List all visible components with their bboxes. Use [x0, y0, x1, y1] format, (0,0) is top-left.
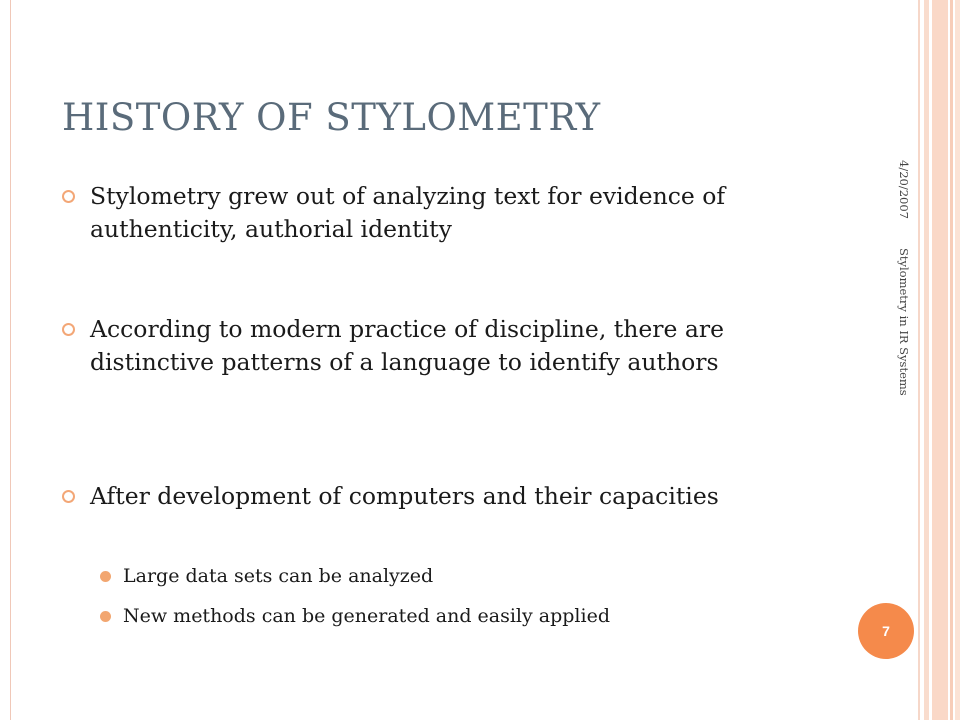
slide-date: 4/20/2007 [897, 160, 911, 219]
left-border-line [10, 0, 11, 720]
bullet-text: According to modern practice of discipline, there are distinctive patterns of a language to identify authors [90, 315, 725, 376]
subbullet-text: New methods can be generated and easily applied [123, 605, 610, 627]
subbullet-dot-icon [100, 571, 111, 582]
bullet-text: Stylometry grew out of analyzing text for evidence of authenticity, authorial identity [90, 182, 726, 243]
side-footer-vertical [898, 160, 912, 460]
bullet-circle-icon [62, 323, 75, 336]
stripe [932, 0, 948, 720]
page-number-badge: 7 [858, 603, 914, 659]
slide-title: HISTORY OF STYLOMETRY [62, 96, 601, 139]
stripe [924, 0, 929, 720]
stripe [955, 0, 960, 720]
subbullet-dot-icon [100, 611, 111, 622]
stripe [918, 0, 920, 720]
bullet-circle-icon [62, 190, 75, 203]
bullet-text: After development of computers and their capacities [90, 482, 719, 510]
stripe [950, 0, 953, 720]
subbullet-text: Large data sets can be analyzed [123, 565, 434, 587]
bullet-circle-icon [62, 490, 75, 503]
course-title: Stylometry in IR Systems [897, 248, 911, 396]
decorative-side-stripes [918, 0, 960, 720]
